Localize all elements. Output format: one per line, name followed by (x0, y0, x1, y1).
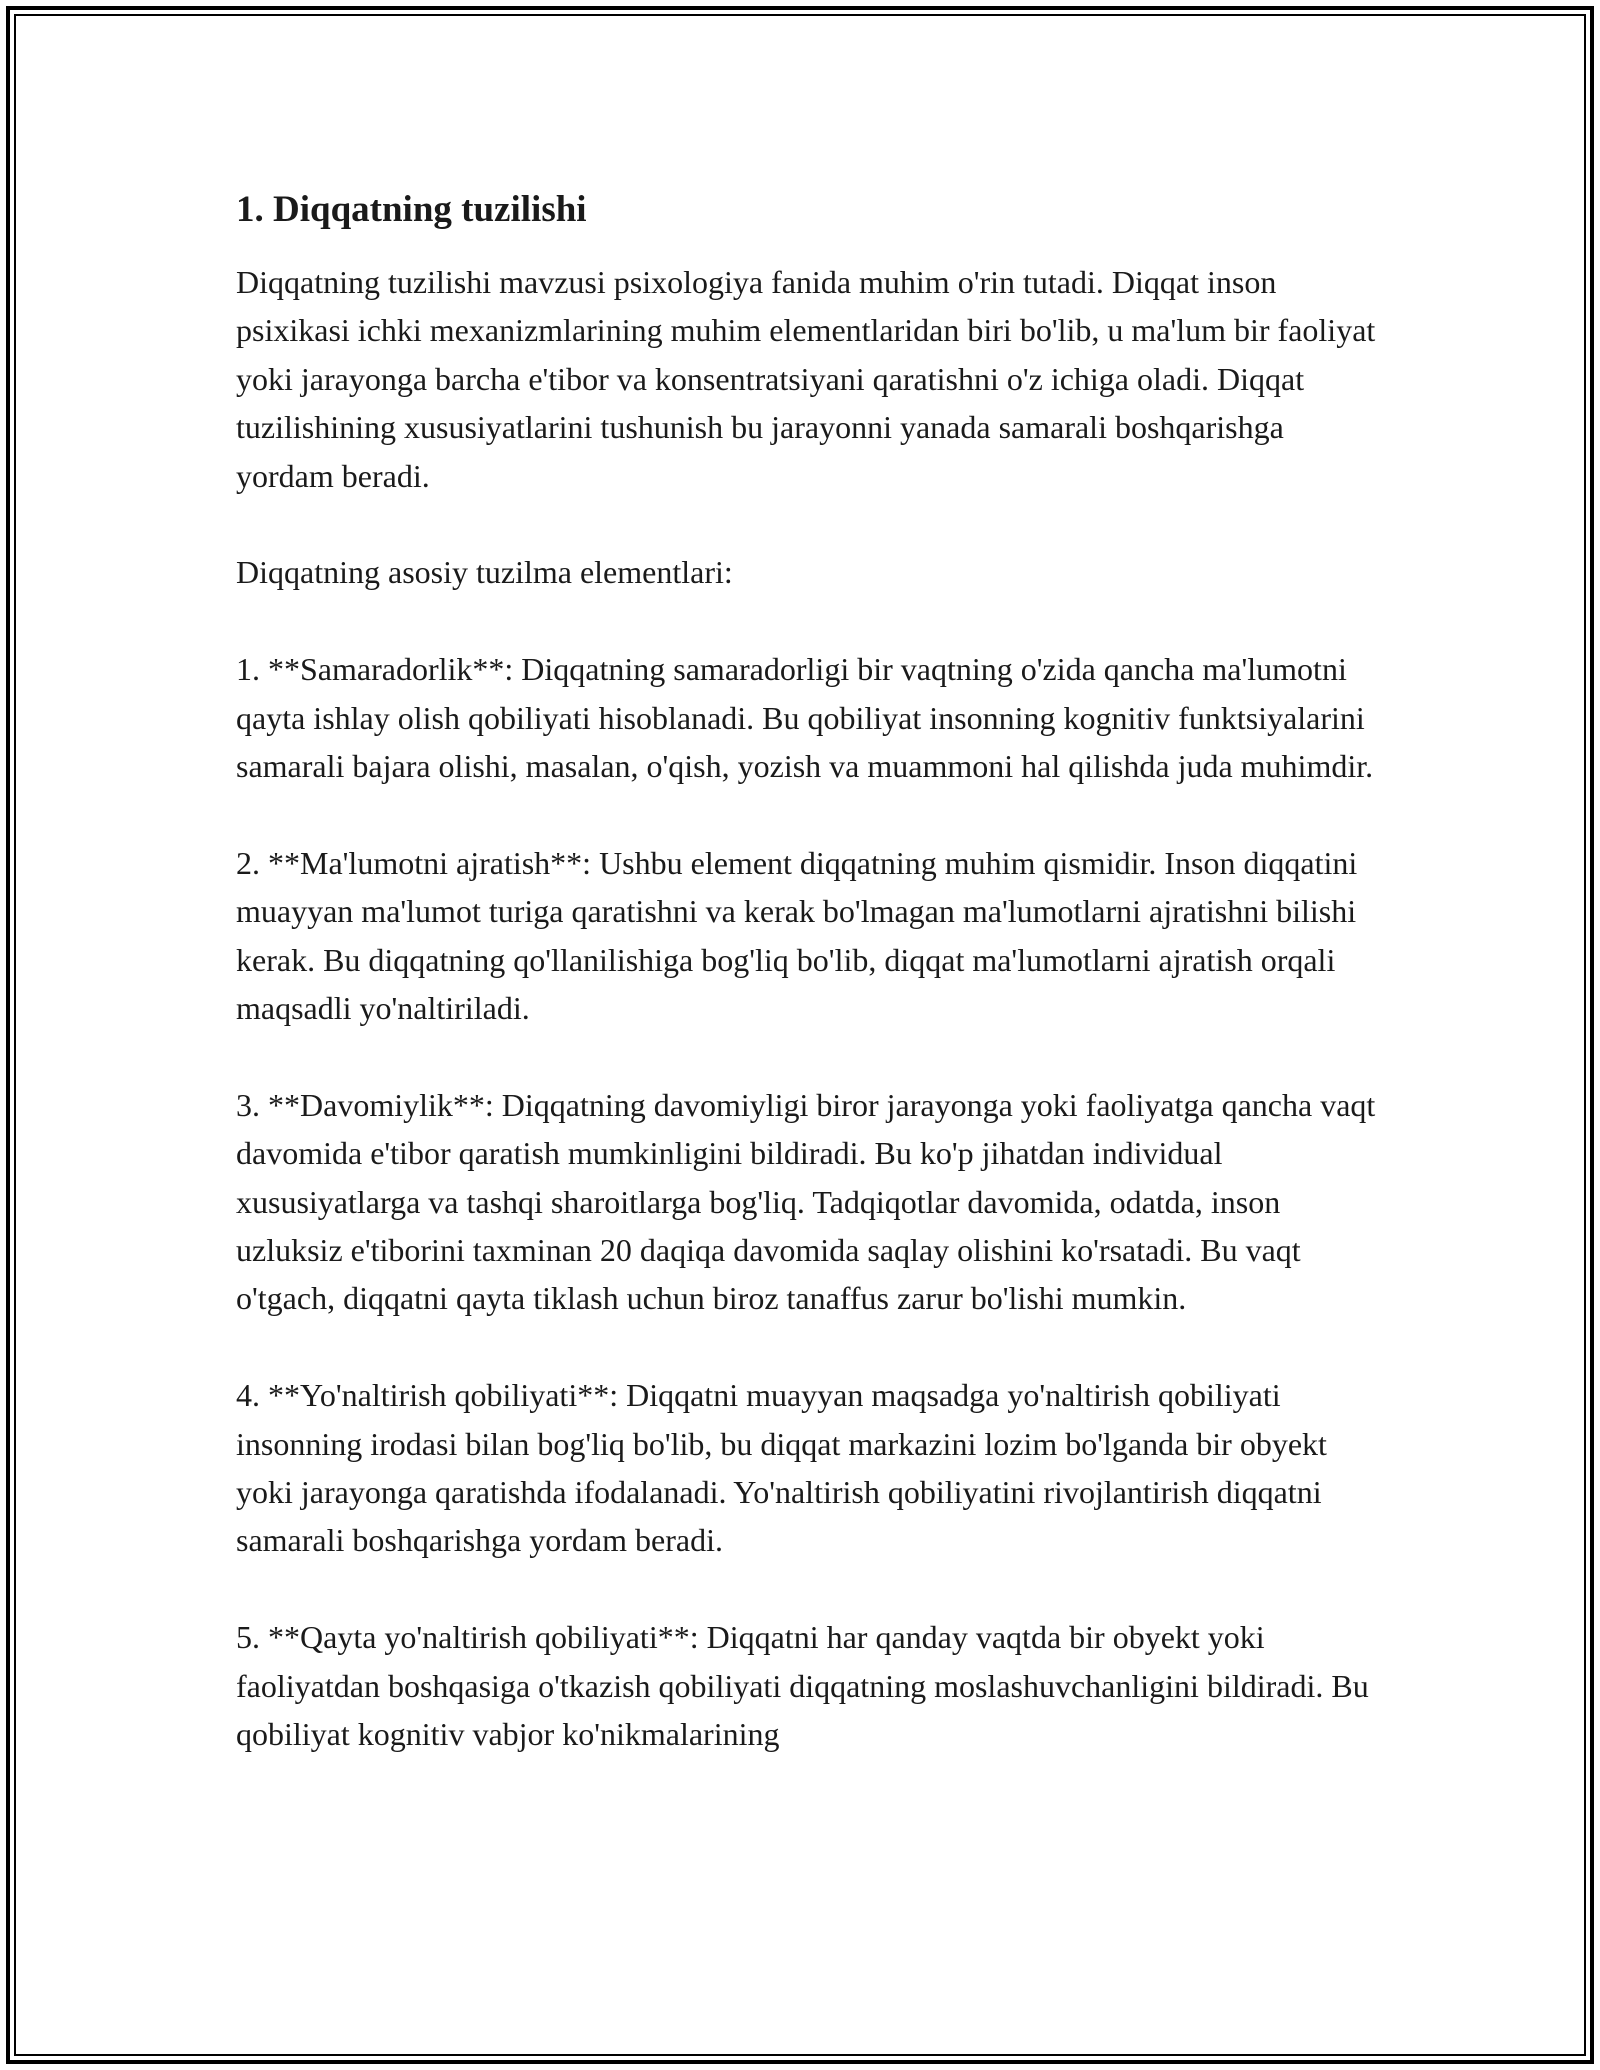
list-item-qayta-yonaltirish-qobiliyati: 5. **Qayta yo'naltirish qobiliyati**: Diqqatni har qanday vaqtda bir obyekt yoki faoliyatdan boshqasiga o'tkazish qobiliyati diqqatning moslashuvchanligini bildiradi. Bu qobiliyat kognitiv vabjor ko'nikmalarining (236, 1619, 1369, 1753)
intro-paragraph: Diqqatning tuzilishi mavzusi psixologiya fanida muhim o'rin tutadi. Diqqat inson psixikasi ichki mexanizmlarining muhim elementlaridan biri bo'lib, u ma'lum bir faoliyat yoki jarayonga barcha e'tibor va konsentratsiyani qaratishni o'z ichiga oladi. Diqqat tuzilishining xususiyatlarini tushunish bu jarayonni yanada samarali boshqarishga yordam beradi. (236, 264, 1376, 494)
list-item-malumotni-ajratish: 2. **Ma'lumotni ajratish**: Ushbu element diqqatning muhim qismidir. Inson diqqatini muayyan ma'lumot turiga qaratishni va kerak bo'lmagan ma'lumotlarni ajratishni bilishi kerak. Bu diqqatning qo'llanilishiga bog'liq bo'lib, diqqat ma'lumotlarni ajratish orqali maqsadli yo'naltiriladi. (236, 844, 1358, 1027)
elements-intro-line: Diqqatning asosiy tuzilma elementlari: (236, 554, 733, 591)
list-item-davomiylik: 3. **Davomiylik**: Diqqatning davomiyligi biror jarayonga yoki faoliyatga qancha vaqt davomida e'tibor qaratish mumkinligini bildiradi. Bu ko'p jihatdan individual xususiyatlarga va tashqi sharoitlarga bog'liq. Tadqiqotlar davomida, odatda, inson uzluksiz e'tiborini taxminan 20 daqiqa davomida saqlay olishini ko'rsatadi. Bu vaqt o'tgach, diqqatni qayta tiklash uchun biroz tanaffus zarur bo'lishi mumkin. (236, 1086, 1376, 1317)
document-body (236, 186, 1376, 1759)
list-item-yonaltirish-qobiliyati: 4. **Yo'naltirish qobiliyati**: Diqqatni muayyan maqsadga yo'naltirish qobiliyati insonning irodasi bilan bog'liq bo'lib, bu diqqat markazini lozim bo'lganda bir obyekt yoki jarayonga qaratishda ifodalanadi. Yo'naltirish qobiliyatini rivojlantirish diqqatni samarali boshqarishga yordam beradi. (236, 1377, 1327, 1559)
list-item-samaradorlik: 1. **Samaradorlik**: Diqqatning samaradorligi bir vaqtning o'zida qancha ma'lumotni qayta ishlay olish qobiliyati hisoblanadi. Bu qobiliyat insonning kognitiv funktsiyalarini samarali bajara olishi, masalan, o'qish, yozish va muammoni hal qilishda juda muhimdir. (236, 651, 1374, 785)
section-heading: 1. Diqqatning tuzilishi (236, 189, 587, 230)
